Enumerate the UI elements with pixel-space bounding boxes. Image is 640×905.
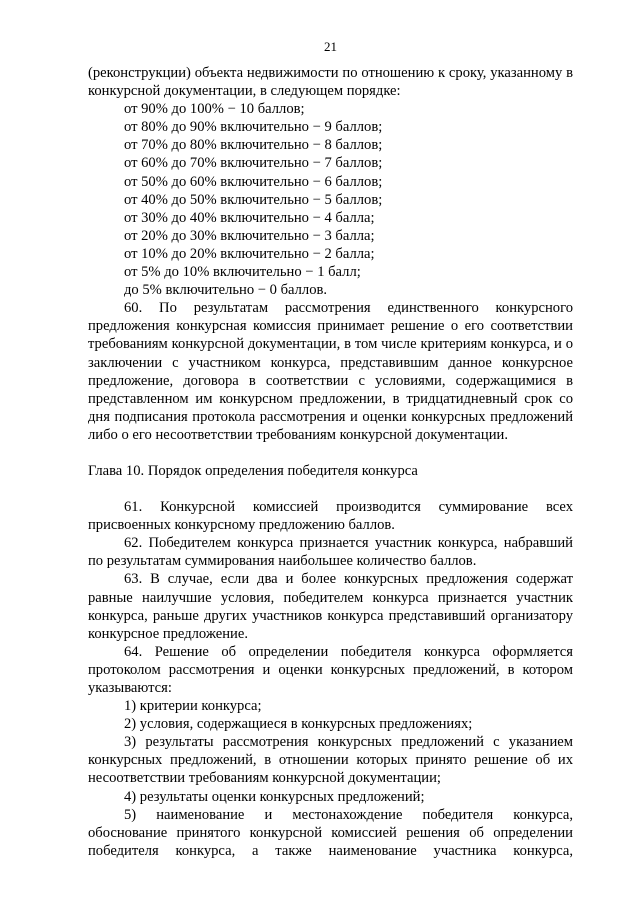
chapter-heading: Глава 10. Порядок определения победителя конкурса (88, 462, 418, 479)
scale-line: от 5% до 10% включительно − 1 балл; (124, 264, 361, 281)
scale-line: от 20% до 30% включительно − 3 балла; (124, 227, 375, 244)
paragraph-60: 60. По результатам рассмотрения единственного конкурсного предложения конкурсная комиссия принимает решение о его соответствии требованиям конкурсной документации, в том числе критериям конкурса, и о заключении с участником конкурса, представившим данное конкурсное предложение, договора в соответствии с условиями, содержащимися в представленном им конкурсном предложении, в тридцатидневный срок со дня подписания протокола рассмотрения и оценки конкурсных предложений либо о его несоответствии требованиям конкурсной документации. (88, 300, 573, 443)
scale-line: от 90% до 100% − 10 баллов; (124, 101, 305, 118)
scale-line: от 80% до 90% включительно − 9 баллов; (124, 119, 383, 136)
list-item-2: 2) условия, содержащиеся в конкурсных предложениях; (124, 716, 473, 733)
list-item-3: 3) результаты рассмотрения конкурсных предложений с указанием конкурсных предложений, в отношении которых принято решение об их несоответствии требованиям конкурсной документации; (88, 734, 573, 787)
paragraph-61: 61. Конкурсной комиссией производится суммирование всех присвоенных конкурсному предложению баллов. (88, 499, 573, 534)
scale-line: до 5% включительно − 0 баллов. (124, 282, 328, 299)
scale-line: от 50% до 60% включительно − 6 баллов; (124, 173, 383, 190)
document-body (88, 64, 573, 860)
paragraph-62: 62. Победителем конкурса признается участник конкурса, набравший по результатам суммирования наибольшее количество баллов. (88, 535, 573, 570)
scale-line: от 60% до 70% включительно − 7 баллов; (124, 155, 383, 172)
scale-line: от 40% до 50% включительно − 5 баллов; (124, 191, 383, 208)
list-item-1: 1) критерии конкурса; (124, 698, 262, 715)
list-item-4: 4) результаты оценки конкурсных предложений; (124, 788, 425, 805)
paragraph-64: 64. Решение об определении победителя конкурса оформляется протоколом рассмотрения и оценки конкурсных предложений, в котором указываются: (88, 643, 573, 696)
page-number: 21 (324, 39, 337, 54)
paragraph-63: 63. В случае, если два и более конкурсных предложения содержат равные наилучшие условия, победителем конкурса признается участник конкурса, раньше других участников конкурса представивший организатору конкурсное предложение. (88, 571, 573, 642)
scale-line: от 70% до 80% включительно − 8 баллов; (124, 137, 383, 154)
scale-line: от 30% до 40% включительно − 4 балла; (124, 209, 375, 226)
scale-line: от 10% до 20% включительно − 2 балла; (124, 245, 375, 262)
continuation-paragraph: (реконструкции) объекта недвижимости по отношению к сроку, указанному в конкурсной документации, в следующем порядке: (88, 65, 573, 100)
list-item-5: 5) наименование и местонахождение победителя конкурса, обоснование принятого конкурсной комиссией решения об определении победителя конкурса, а также наименование участника конкурса, (88, 806, 573, 859)
